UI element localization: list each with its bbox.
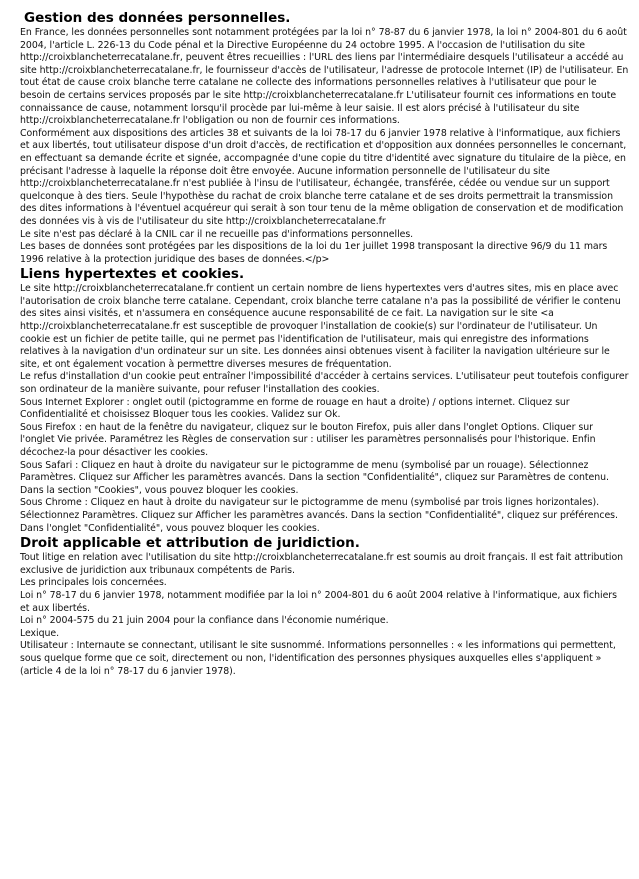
paragraph: Les principales lois concernées. <box>20 577 167 589</box>
paragraph: Loi n° 78-17 du 6 janvier 1978, notamment modifiée par la loi n° 2004-801 du 6 août 2004 relative à l'informatique, aux fichiers et aux libertés. <box>20 589 617 614</box>
paragraph: Lexique. <box>20 627 60 639</box>
paragraph: Le site n'est pas déclaré à la CNIL car il ne recueille pas d'informations personnelles. <box>20 228 414 240</box>
paragraph: Loi n° 2004-575 du 21 juin 2004 pour la confiance dans l'économie numérique. <box>20 615 389 627</box>
section-links-cookies <box>20 266 629 535</box>
paragraph: Les bases de données sont protégées par les dispositions de la loi du 1er juillet 1998 transposant la directive 96/9 du 11 mars 1996 relative à la protection juridique des bases de données.</p> <box>20 241 608 265</box>
section-heading: Gestion des données personnelles. <box>24 10 291 26</box>
paragraph: Utilisateur : Internaute se connectant, utilisant le site susnommé. Informations personnelles : « les informations qui permettent, sous quelque forme que ce soit, directement ou non, l'identification des personnes physiques auxquelles elles s'appliquent » (article 4 de la loi n° 78-17 du 6 janvier 1978). <box>20 640 616 677</box>
section-heading: Liens hypertextes et cookies. <box>20 266 245 283</box>
section-heading: Droit applicable et attribution de juridiction. <box>20 535 360 552</box>
paragraph: En France, les données personnelles sont notamment protégées par la loi n° 78-87 du 6 janvier 1978, la loi n° 2004-801 du 6 août 2004, l'article L. 226-13 du Code pénal et la Directive Européenne du 24 octobre 1995. A l'occasion de l'utilisation du site http://croixblancheterrecatalane.fr, peuvent êtres recueillies : l'URL des liens par l'intermédiaire desquels l'utilisateur a accédé au site http://croixblancheterrecatalane.fr, le fournisseur d'accès de l'utilisateur, l'adresse de protocole Internet (IP) de l'utilisateur. En tout état de cause croix blanche terre catalane ne collecte des informations personnelles relatives à l'utilisateur que pour le besoin de certains services proposés par le site http://croixblancheterrecatalane.fr L'utilisateur fournit ces informations en toute connaissance de cause, notamment lorsqu'il procède par lui-même à leur saisie. Il est alors précisé à l'utilisateur du site http://croixblancheterrecatalane.fr l'obligation ou non de fournir ces informations. <box>20 27 629 127</box>
paragraph: Tout litige en relation avec l'utilisation du site http://croixblancheterrecatalane.fr est soumis au droit français. Il est fait attribution exclusive de juridiction aux tribunaux compétents de Paris. <box>20 552 624 576</box>
section-applicable-law <box>20 535 629 678</box>
paragraph: Le refus d'installation d'un cookie peut entraîner l'impossibilité d'accéder à certains services. L'utilisateur peut toutefois configurer son ordinateur de la manière suivante, pour refuser l'installation des cookies. <box>20 371 629 396</box>
section-personal-data <box>20 10 629 266</box>
paragraph: Sous Safari : Cliquez en haut à droite du navigateur sur le pictogramme de menu (symbolisé par un rouage). Sélectionnez Paramètres. Cliquez sur Afficher les paramètres avancés. Dans la section "Confidentialité", cliquez sur Paramètres de contenu. Dans la section "Cookies", vous pouvez bloquer les cookies. <box>20 459 609 496</box>
paragraph: Sous Firefox : en haut de la fenêtre du navigateur, cliquez sur le bouton Firefox, puis aller dans l'onglet Options. Cliquer sur l'onglet Vie privée. Paramétrez les Règles de conservation sur : utiliser les paramètres personnalisés pour l'historique. Enfin décochez-la pour désactiver les cookies. <box>20 421 596 458</box>
paragraph: Le site http://croixblancheterrecatalane.fr contient un certain nombre de liens hypertextes vers d'autres sites, mis en place avec l'autorisation de croix blanche terre catalane. Cependant, croix blanche terre catalane n'a pas la possibilité de vérifier le contenu des sites ainsi visités, et n'assumera en conséquence aucune responsabilité de ce fait. La navigation sur le site <a http://croixblancheterrecatalane.fr est susceptible de provoquer l'installation de cookie(s) sur l'ordinateur de l'utilisateur. Un cookie est un fichier de petite taille, qui ne permet pas l'identification de l'utilisateur, mais qui enregistre des informations relatives à la navigation d'un ordinateur sur un site. Les données ainsi obtenues visent à faciliter la navigation ultérieure sur le site, et ont également vocation à permettre diverses mesures de fréquentation. <box>20 283 621 370</box>
paragraph: Sous Chrome : Cliquez en haut à droite du navigateur sur le pictogramme de menu (symbolisé par trois lignes horizontales). Sélectionnez Paramètres. Cliquez sur Afficher les paramètres avancés. Dans la section "Confidentialité", cliquez sur préférences. Dans l'onglet "Confidentialité", vous pouvez bloquer les cookies. <box>20 497 618 534</box>
paragraph: Conformément aux dispositions des articles 38 et suivants de la loi 78-17 du 6 janvier 1978 relative à l'informatique, aux fichiers et aux libertés, tout utilisateur dispose d'un droit d'accès, de rectification et d'opposition aux données personnelles le concernant, en effectuant sa demande écrite et signée, accompagnée d'une copie du titre d'identité avec signature du titulaire de la pièce, en précisant l'adresse à laquelle la réponse doit être envoyée. Aucune information personnelle de l'utilisateur du site http://croixblancheterrecatalane.fr n'est publiée à l'insu de l'utilisateur, échangée, transférée, cédée ou vendue sur un support quelconque à des tiers. Seule l'hypothèse du rachat de croix blanche terre catalane et de ses droits permettrait la transmission des dites informations à l'éventuel acquéreur qui serait à son tour tenu de la même obligation de conservation et de modification des données vis à vis de l'utilisateur du site http://croixblancheterrecatalane.fr <box>20 127 627 227</box>
paragraph: Sous Internet Explorer : onglet outil (pictogramme en forme de rouage en haut a droite) / options internet. Cliquez sur Confidentialité et choisissez Bloquer tous les cookies. Validez sur Ok. <box>20 396 570 421</box>
